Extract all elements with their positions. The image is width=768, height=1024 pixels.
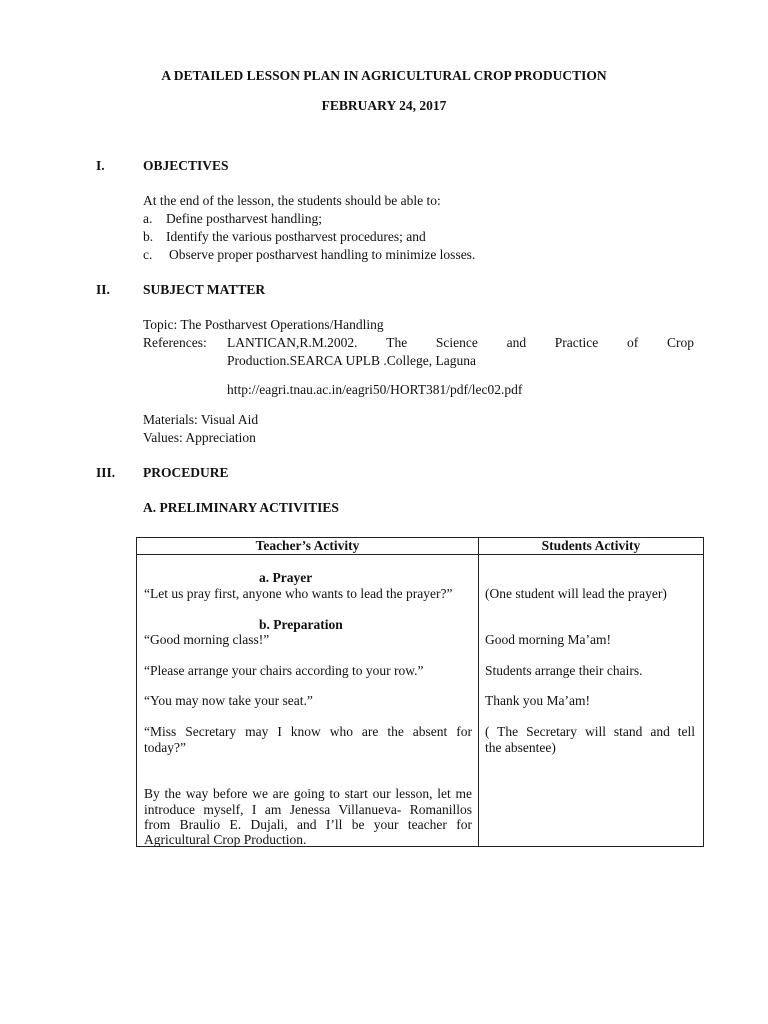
- document-date: FEBRUARY 24, 2017: [321, 98, 447, 113]
- section-numeral-2: II.: [96, 282, 110, 297]
- ref-word: Practice: [554, 335, 599, 350]
- topic-line: Topic: The Postharvest Operations/Handling: [143, 317, 384, 332]
- ref-word: and: [506, 335, 527, 350]
- objective-marker-a: a.: [143, 211, 153, 226]
- preliminary-activities-heading: A. PRELIMINARY ACTIVITIES: [143, 500, 339, 515]
- secretary-question-line-2: today?”: [144, 740, 186, 755]
- objective-item-c: Observe proper postharvest handling to minimize losses.: [169, 247, 476, 262]
- secretary-response-line-1: ( The Secretary will stand and tell: [485, 724, 695, 739]
- table-header-row: [137, 538, 704, 555]
- procedure-heading: PROCEDURE: [143, 465, 229, 480]
- students-activity-header: Students Activity: [479, 538, 704, 555]
- secretary-response-line-2: the absentee): [485, 740, 556, 755]
- objective-item-a: Define postharvest handling;: [166, 211, 322, 226]
- references-line-1: [227, 334, 694, 352]
- section-numeral-1: I.: [96, 158, 105, 173]
- introduction-line-1: By the way before we are going to start our lesson, let me: [144, 786, 472, 801]
- ref-word: Crop: [666, 335, 694, 350]
- objectives-intro: At the end of the lesson, the students should be able to:: [143, 193, 441, 208]
- ref-word: Science: [435, 335, 478, 350]
- ref-word: of: [626, 335, 639, 350]
- objective-marker-b: b.: [143, 229, 154, 244]
- activity-table: [136, 537, 704, 847]
- reference-url: http://eagri.tnau.ac.in/eagri50/HORT381/pdf/lec02.pdf: [227, 382, 523, 397]
- arrange-chairs-text: “Please arrange your chairs according to your row.”: [144, 663, 424, 678]
- references-label: References:: [143, 335, 207, 350]
- student-prayer-response: (One student will lead the prayer): [485, 586, 667, 601]
- prayer-text: “Let us pray first, anyone who wants to lead the prayer?”: [144, 586, 453, 601]
- preparation-heading: b. Preparation: [259, 617, 343, 632]
- objective-marker-c: c.: [143, 247, 153, 262]
- student-arrange-response: Students arrange their chairs.: [485, 663, 643, 678]
- teacher-activity-cell: [137, 555, 479, 847]
- table-row: [137, 555, 704, 847]
- objective-item-b: Identify the various postharvest procedures; and: [166, 229, 426, 244]
- introduction-line-2: introduce myself, I am Jenessa Villanueva- Romanillos: [144, 802, 472, 817]
- subject-matter-heading: SUBJECT MATTER: [143, 282, 266, 297]
- objectives-heading: OBJECTIVES: [143, 158, 229, 173]
- teacher-activity-header: Teacher’s Activity: [137, 538, 479, 555]
- student-seat-response: Thank you Ma’am!: [485, 693, 590, 708]
- ref-word: LANTICAN,R.M.2002.: [227, 335, 358, 350]
- section-numeral-3: III.: [96, 465, 116, 480]
- document-title: A DETAILED LESSON PLAN IN AGRICULTURAL CROP PRODUCTION: [161, 68, 607, 83]
- prayer-heading: a. Prayer: [259, 570, 313, 585]
- references-line-2: Production.SEARCA UPLB .College, Laguna: [227, 353, 476, 368]
- values-line: Values: Appreciation: [143, 430, 256, 445]
- secretary-question-line-1: “Miss Secretary may I know who are the absent for: [144, 724, 472, 739]
- greeting-text: “Good morning class!”: [144, 632, 270, 647]
- students-activity-cell: [479, 555, 704, 847]
- introduction-line-4: Agricultural Crop Production.: [144, 832, 307, 847]
- ref-word: The: [386, 335, 408, 350]
- student-greeting-response: Good morning Ma’am!: [485, 632, 611, 647]
- materials-line: Materials: Visual Aid: [143, 412, 259, 427]
- introduction-line-3: from Braulio E. Dujali, and I’ll be your teacher for: [144, 817, 472, 832]
- take-seat-text: “You may now take your seat.”: [144, 693, 313, 708]
